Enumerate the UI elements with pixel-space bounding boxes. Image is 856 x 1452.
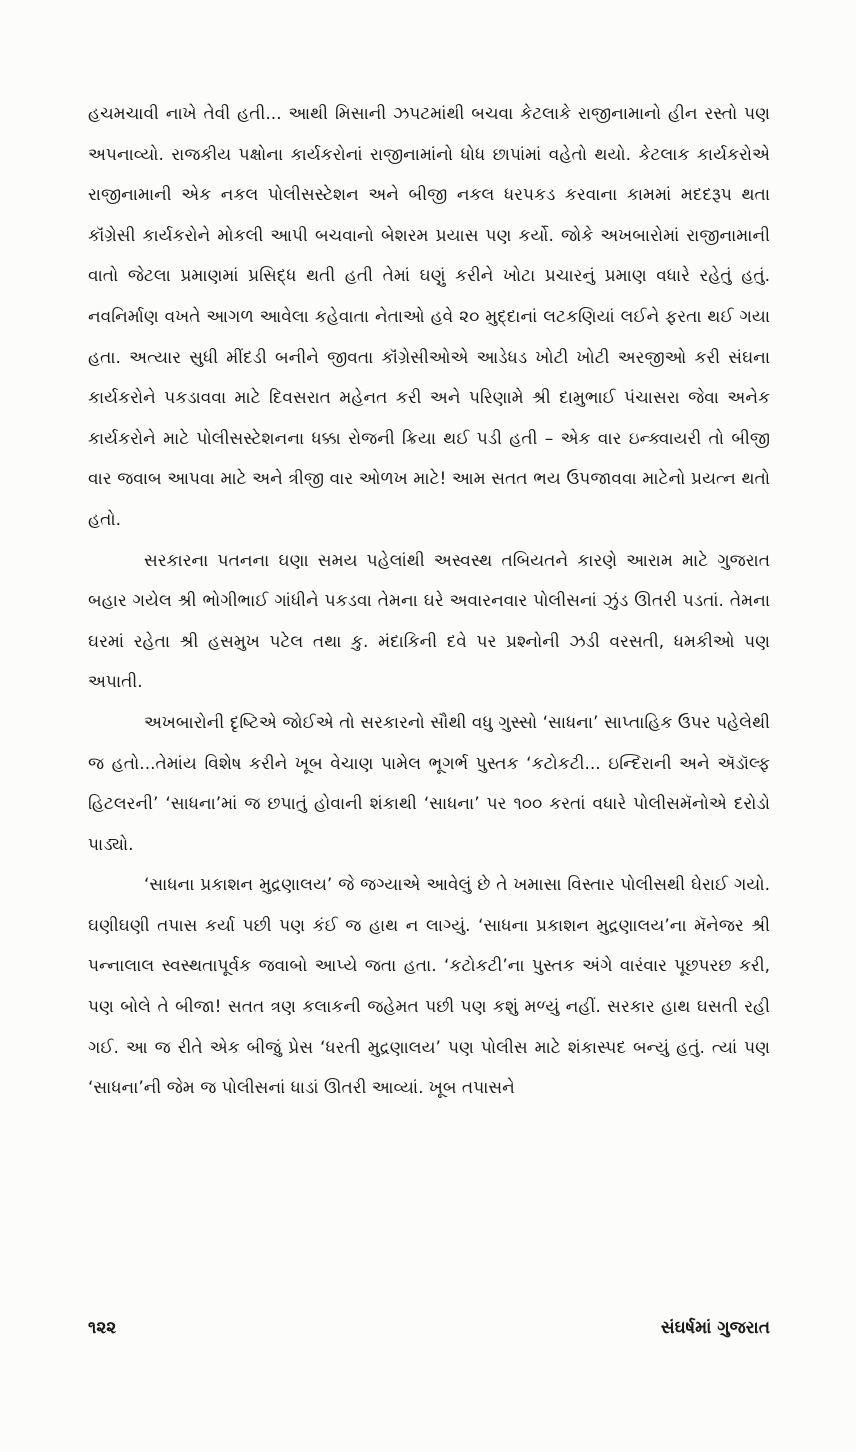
paragraph-2: સરકારના પતનના ઘણા સમય પહેલાંથી અસ્વસ્થ તબિયતને કારણે આરામ માટે ગુજરાત બહાર ગયેલ શ્રી ભોગીભાઈ ગાંધીને પકડવા તેમના ઘરે અવારનવાર પોલીસનાં ઝુંડ ઊતરી પડતાં. તેમના ઘરમાં રહેતા શ્રી હસમુખ પટેલ તથા કુ. મંદાકિની દવે પર પ્રશ્નોની ઝડી વરસતી, ધમકીઓ પણ અપાતી. (88, 550, 770, 693)
page-number: ૧૨૨ (88, 1318, 117, 1338)
running-title: સંઘર્ષમાં ગુજરાત (660, 1318, 770, 1338)
body-text (88, 94, 770, 1109)
page-footer (88, 1318, 770, 1348)
paragraph-1: હચમચાવી નાખે તેવી હતી... આથી મિસાની ઝપટમાંથી બચવા કેટલાકે રાજીનામાનો હીન રસ્તો પણ અપનાવ્યો. રાજકીય પક્ષોના કાર્યકરોનાં રાજીનામાંનો ધોધ છાપાંમાં વહેતો થયો. કેટલાક કાર્યકરોએ રાજીનામાની એક નકલ પોલીસસ્ટેશન અને બીજી નકલ ધરપકડ કરવાના કામમાં મદદરૂપ થતા કૉંગ્રેસી કાર્યકરોને મોકલી આપી બચવાનો બેશરમ પ્રયાસ પણ કર્યો. જોકે અખબારોમાં રાજીનામાની વાતો જેટલા પ્રમાણમાં પ્રસિદ્ધ થતી હતી તેમાં ઘણું કરીને ખોટા પ્રચારનું પ્રમાણ વધારે રહેતું હતું. નવનિર્માણ વખતે આગળ આવેલા કહેવાતા નેતાઓ હવે ૨૦ મુદ્દાનાં લટકણિયાં લઈને ફરતા થઈ ગયા હતા. અત્યાર સુધી મીંદડી બનીને જીવતા કૉંગ્રેસીઓએ આડેધડ ખોટી ખોટી અરજીઓ કરી સંઘના કાર્યકરોને પકડાવવા માટે દિવસરાત મહેનત કરી અને પરિણામે શ્રી દામુભાઈ પંચાસરા જેવા અનેક કાર્યકરોને માટે પોલીસસ્ટેશનના ધક્કા રોજની ક્રિયા થઈ પડી હતી – એક વાર ઇન્ક્વાયરી તો બીજી વાર જવાબ આપવા માટે અને ત્રીજી વાર ઓળખ માટે! આમ સતત ભય ઉપજાવવા માટેનો પ્રયત્ન થતો હતો. (88, 104, 770, 530)
paragraph-3: અખબારોની દૃષ્ટિએ જોઈએ તો સરકારનો સૌથી વધુ ગુસ્સો ‘સાધના’ સાપ્તાહિક ઉપર પહેલેથી જ હતો...તેમાંય વિશેષ કરીને ખૂબ વેચાણ પામેલ ભૂગર્ભ પુસ્તક ‘કટોકટી... ઇન્દિરાની અને ઍડૉલ્ફ હિટલરની’ ‘સાધના’માં જ છપાતું હોવાની શંકાથી ‘સાધના’ પર ૧૦૦ કરતાં વધારે પોલીસમૅનોએ દરોડો પાડ્યો. (88, 712, 770, 855)
paragraph-4: ‘સાધના પ્રકાશન મુદ્રણાલય’ જે જગ્યાએ આવેલું છે તે ખમાસા વિસ્તાર પોલીસથી ઘેરાઈ ગયો. ઘણીઘણી તપાસ કર્યા પછી પણ કંઈ જ હાથ ન લાગ્યું. ‘સાધના પ્રકાશન મુદ્રણાલય’ના મૅનેજર શ્રી પન્નાલાલ સ્વસ્થતાપૂર્વક જવાબો આપ્યે જતા હતા. ‘કટોકટી’ના પુસ્તક અંગે વારંવાર પૂછપરછ કરી, પણ બોલે તે બીજા! સતત ત્રણ કલાકની જહેમત પછી પણ કશું મળ્યું નહીં. સરકાર હાથ ઘસતી રહી ગઈ. આ જ રીતે એક બીજું પ્રેસ ‘ધરતી મુદ્રણાલય’ પણ પોલીસ માટે શંકાસ્પદ બન્યું હતું. ત્યાં પણ ‘સાધના’ની જેમ જ પોલીસનાં ધાડાં ઊતરી આવ્યાં. ખૂબ તપાસને (88, 875, 770, 1099)
